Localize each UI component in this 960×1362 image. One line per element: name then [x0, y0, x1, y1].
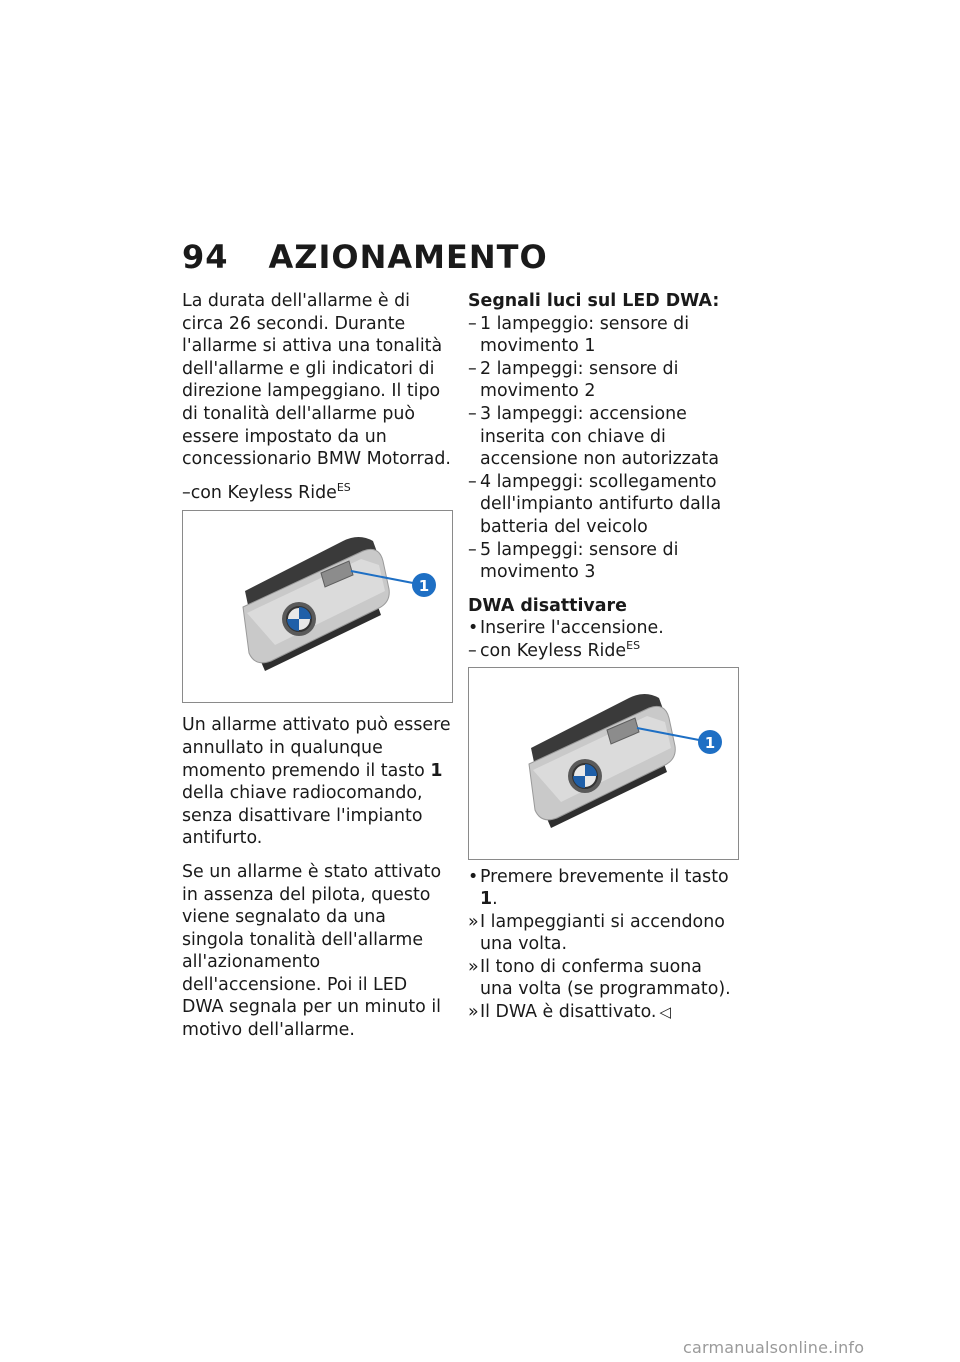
figure-callout-1-right: 1 [704, 733, 716, 752]
end-triangle-icon: ◁ [659, 1003, 672, 1022]
figure-callout-1: 1 [418, 577, 430, 596]
key-ref-1-right: 1 [480, 889, 493, 910]
alarm-duration-paragraph: La durata dell'allarme è di circa 26 secondi. Durante l'allarme si attiva una tonalità dell'allarme e gli indicatori di direzione lampeggiano. Il tipo di tonalità dell'allarme può essere impostato da un concessionario BMW Motorrad. [182, 291, 451, 470]
list-item: – 3 lampeggi: accensione inserita con chiave di accensione non autorizzata [468, 403, 720, 470]
list-item: – 4 lampeggi: scollegamento dell'impianto antifurto dalla batteria del veicolo [468, 471, 722, 537]
step-insert-ignition: • Inserire l'accensione. [468, 618, 664, 639]
dwa-disable-heading: DWA disattivare [468, 595, 627, 616]
section-title: AZIONAMENTO [268, 238, 548, 276]
keyless-condition: –con Keyless Ride$^{ES}$ [182, 480, 351, 503]
step-press-button: • Premere brevemente il tasto 1. [468, 866, 729, 910]
page-header [182, 238, 548, 276]
left-column [182, 290, 452, 1053]
cancel-alarm-paragraph: Un allarme attivato può essere annullato in qualunque momento premendo il tasto 1 della chiave radiocomando, senza disattivare l'impianto antifurto. [182, 715, 451, 849]
list-item: – 2 lampeggi: sensore di movimento 2 [468, 358, 679, 402]
key-fob-figure-right [468, 667, 739, 860]
list-item: – 1 lampeggio: sensore di movimento 1 [468, 313, 690, 357]
keyless-superscript: ES [336, 480, 351, 494]
result-item: » Il tono di conferma suona una volta (se programmato). [468, 956, 731, 1000]
result-item: » I lampeggianti si accendono una volta. [468, 911, 725, 955]
led-signals-list [468, 313, 740, 584]
right-column [468, 290, 740, 1024]
list-item: – 5 lampeggi: sensore di movimento 3 [468, 539, 679, 583]
key-fob-figure [182, 510, 453, 703]
watermark: carmanualsonline.info [683, 1338, 865, 1357]
led-signals-heading: Segnali luci sul LED DWA: [468, 291, 720, 311]
key-ref-1: 1 [430, 760, 443, 781]
absent-rider-paragraph: Se un allarme è stato attivato in assenza del pilota, questo viene segnalato da una singola tonalità dell'allarme all'azionamento dell'accensione. Poi il LED DWA segnala per un minuto il motivo dell'allarme. [182, 861, 442, 1041]
result-item: » Il DWA è disattivato. ◁ [468, 1002, 672, 1023]
page-number: 94 [182, 238, 229, 276]
keyless-condition-right: – con Keyless Ride$^{ES}$ [468, 639, 641, 661]
